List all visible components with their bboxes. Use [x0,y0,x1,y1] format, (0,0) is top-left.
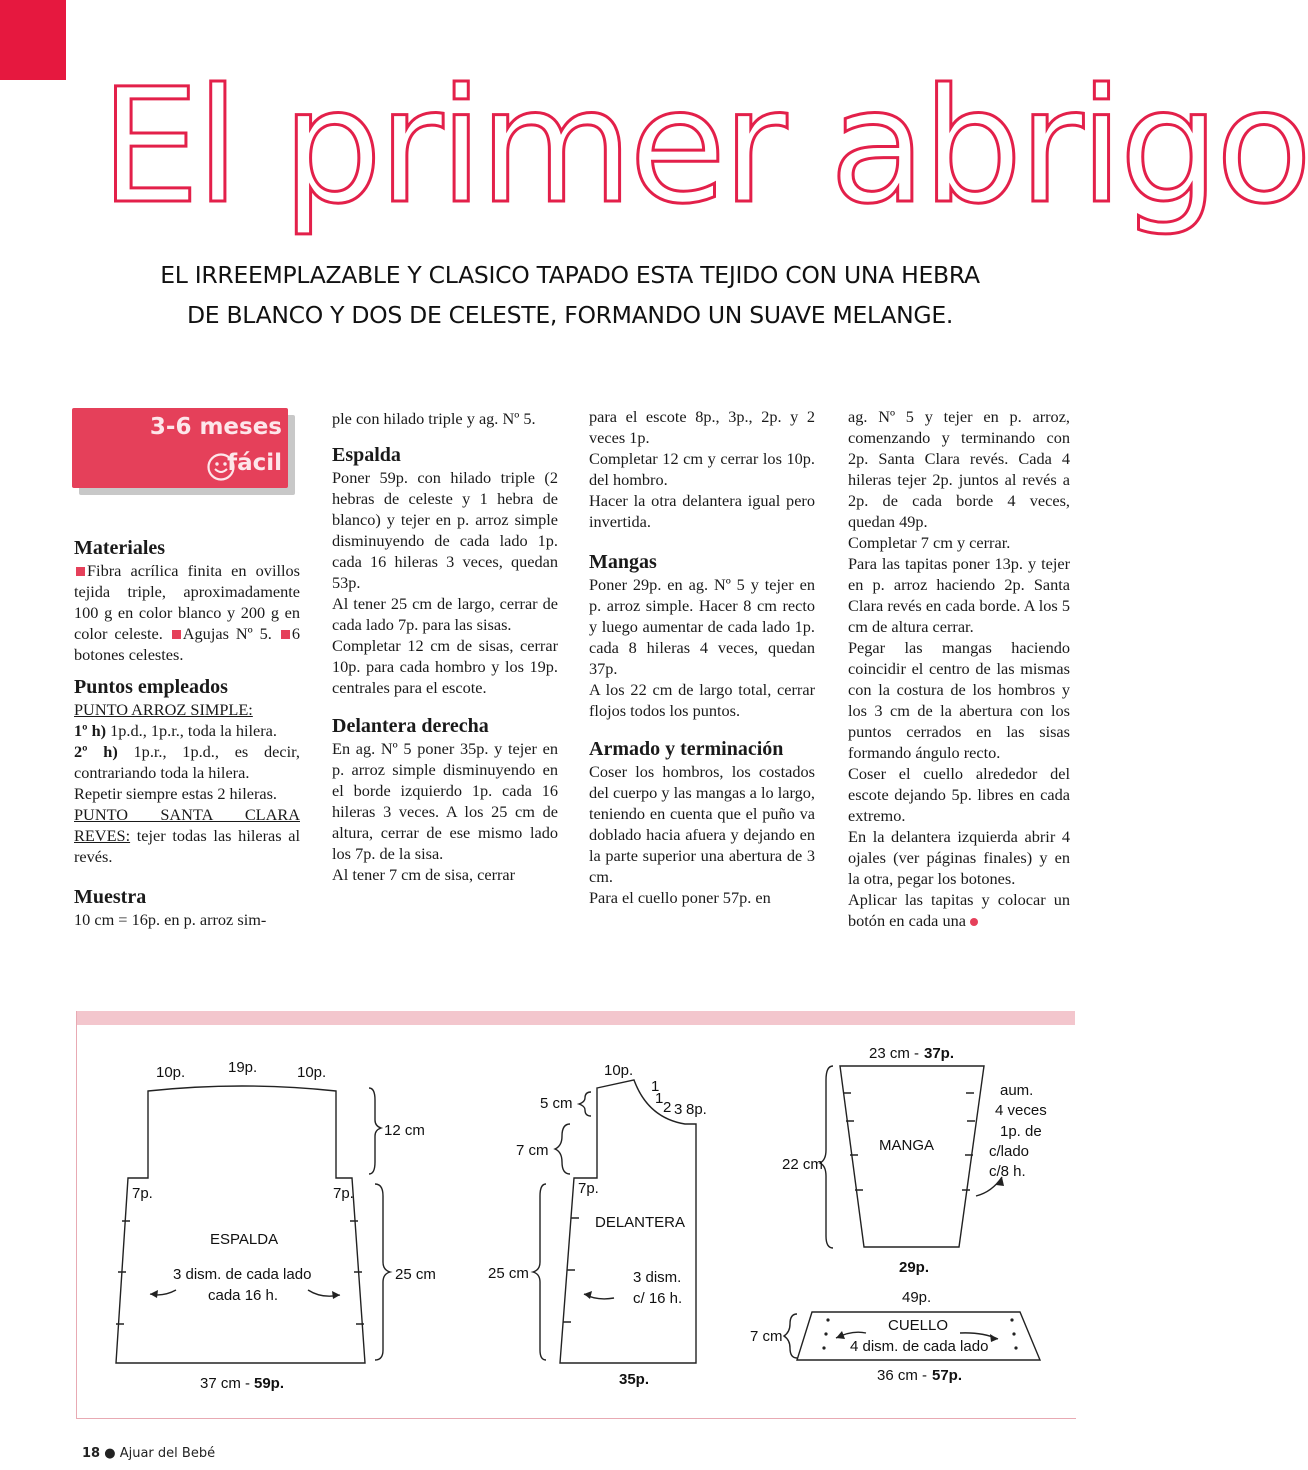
manga-aum-3: 1p. de [1000,1123,1042,1140]
muestra-text: 10 cm = 16p. en p. arroz sim- [74,910,267,929]
delantera-text-2: Al tener 7 cm de sisa, cerrar [332,865,516,884]
espalda-bottom-stitches: 59p. [254,1375,285,1392]
mangas-text-2: A los 22 cm de largo total, cerrar flojos todos los puntos. [589,680,815,720]
delantera-escote-height: 5 cm [540,1095,573,1112]
cuello-dot-icon [1010,1318,1013,1321]
espalda-dism-line-1: 3 dism. de cada lado [173,1266,312,1283]
delantera-text-1: En ag. Nº 5 poner 35p. y tejer en p. arroz simple disminuyendo en el borde izquierdo 1p. cada 16 hileras 3 veces. A los 25 cm de altura, cerrar de ese mismo lado los 7p. de la sisa. [332,739,558,863]
espalda-sisa-height: 12 cm [384,1122,425,1139]
delantera-brace-escote [579,1092,591,1116]
cuello-bottom-stitches: 57p. [932,1367,963,1384]
col4-text-6: En la delantera izquierda abrir 4 ojales (ver páginas finales) y en la otra, pegar los botones. [848,827,1070,888]
espalda-text-1: Poner 59p. con hilado triple (2 hebras de celeste y 1 hebra de blanco) y tejer en p. arroz simple disminuyendo de cada lado 1p. cada 16 hileras 3 veces, quedan 53p. [332,468,558,592]
row-2-label: 2º h) [74,742,118,761]
row-1-text: 1p.d., 1p.r., toda la hilera. [110,721,277,740]
cuello-dot-icon [1014,1346,1017,1349]
row-1-label: 1º h) [74,721,107,740]
heading-espalda: Espalda [332,444,401,466]
espalda-brace-body [375,1184,390,1360]
col4-text-5: Coser el cuello alrededor del escote dejando 5p. libres en cada extremo. [848,764,1070,825]
punto-santa-text: tejer todas las hileras al revés. [74,826,300,866]
heading-puntos: Puntos empleados [74,676,228,698]
espalda-outline [116,1086,365,1363]
manga-outline [840,1066,984,1247]
subtitle-line-1: EL IRREEMPLAZABLE Y CLASICO TAPADO ESTA TEJIDO CON UNA HEBRA [160,261,980,289]
col4-text-3: Para las tapitas poner 13p. y tejer en p. arroz haciendo 2p. Santa Clara revés en cada borde. A los 5 cm de altura cerrar. [848,554,1070,636]
repetir-text: Repetir siempre estas 2 hileras. [74,784,277,803]
cuello-dot-icon [826,1318,829,1321]
espalda-bottom-cm: 37 cm - [200,1375,251,1392]
delantera-arrowhead [584,1291,592,1299]
espalda-text-3: Completar 12 cm de sisas, cerrar 10p. para cada hombro y los 19p. centrales para el escote. [332,636,558,697]
manga-top-stitches: 37p. [924,1045,955,1062]
punto-arroz-label: PUNTO ARROZ SIMPLE: [74,700,253,719]
delantera-top-label: 10p. [604,1062,634,1079]
page-number: 18 [82,1446,101,1461]
cuello-height: 7 cm [750,1328,783,1345]
manga-bottom-stitches: 29p. [899,1259,930,1276]
manga-aum-4: c/lado [989,1143,1030,1160]
publication-name: Ajuar del Bebé [119,1446,216,1461]
delantera-escote-2: 1 [655,1090,664,1107]
espalda-dism-line-2: cada 16 h. [208,1287,279,1304]
delantera-escote-4: 3 [674,1101,683,1118]
delantera-brace-sisa [555,1124,570,1174]
col2-continuation: ple con hilado triple y ag. Nº 5. [332,409,536,428]
col4-text-1: ag. Nº 5 y tejer en p. arroz, comenzando y terminando con 2p. Santa Clara revés. Cada 4 hileras tejer 2p. juntos al revés a 2p. de cada borde 4 veces, quedan 49p. [848,407,1070,531]
row-2-text: 1p.r., 1p.d., es decir, contrariando toda la hilera. [74,742,300,782]
manga-aum-2: 4 veces [995,1102,1047,1119]
cuello-dot-icon [824,1332,827,1335]
manga-name: MANGA [879,1137,935,1154]
manga-aum-5: c/8 h. [989,1163,1026,1180]
espalda-arrowhead-left [150,1290,158,1298]
col3-continuation: para el escote 8p., 3p., 2p. y 2 veces 1p. [589,407,815,447]
col3-text-2: Completar 12 cm y cerrar los 10p. del hombro. [589,449,815,489]
col4-text-7-content: Aplicar las tapitas y colocar un botón en cada una [848,890,1070,930]
cuello-top-stitches: 49p. [902,1289,932,1306]
badge-age: 3-6 meses [149,414,282,440]
heading-delantera: Delantera derecha [332,715,489,737]
col4-text-2: Completar 7 cm y cerrar. [848,533,1011,552]
materiales-item-3: 6 botones celestes. [74,624,300,664]
col3-text-3: Hacer la otra delantera igual pero invertida. [589,491,815,531]
delantera-dism-line-1: 3 dism. [633,1269,682,1286]
delantera-bottom-stitches: 35p. [619,1371,650,1388]
delantera-body-height: 25 cm [488,1265,529,1282]
espalda-top-right-label: 10p. [297,1064,327,1081]
delantera-sisa-label: 7p. [578,1180,599,1197]
espalda-top-left-label: 10p. [156,1064,186,1081]
delantera-sisa-height: 7 cm [516,1142,549,1159]
materiales-item-2: Agujas Nº 5. [182,624,272,643]
materiales-item-1: Fibra acrílica finita en ovillos tejida triple, aproximadamente 100 g en color blanco y 200 g en color celeste. [74,561,300,643]
heading-muestra: Muestra [74,886,147,908]
cuello-brace [784,1314,797,1358]
espalda-sisa-right-label: 7p. [333,1185,354,1202]
espalda-body-height: 25 cm [395,1266,436,1283]
mangas-text-1: Poner 29p. en ag. Nº 5 y tejer en p. arroz simple. Hacer 8 cm recto y luego aumentar de cada lado 1p. cada 8 hileras 4 veces, quedan 37p. [589,575,815,678]
espalda-text-2: Al tener 25 cm de largo, cerrar de cada lado 7p. para las sisas. [332,594,558,634]
badge-difficulty: fácil [227,450,282,476]
espalda-top-center-label: 19p. [228,1059,258,1076]
espalda-sisa-left-label: 7p. [132,1185,153,1202]
heading-materiales: Materiales [74,537,166,559]
cuello-dot-icon [1012,1332,1015,1335]
espalda-arrowhead-right [332,1291,340,1299]
heading-mangas: Mangas [589,551,657,573]
manga-height: 22 cm [782,1156,823,1173]
delantera-dism-line-2: c/ 16 h. [633,1290,683,1307]
heading-armado: Armado y terminación [589,738,784,760]
page-footer [82,1446,215,1461]
punto-santa-label: PUNTO SANTA CLARA REVES: [74,805,300,845]
espalda-name: ESPALDA [210,1231,279,1248]
footer-bullet-icon: ● [104,1446,116,1461]
manga-top-cm: 23 cm - [869,1045,920,1062]
espalda-brace-sisa [369,1088,381,1174]
cuello-name: CUELLO [888,1317,949,1334]
cuello-dism: 4 dism. de cada lado [850,1338,989,1355]
cuello-bottom-cm: 36 cm - [877,1367,928,1384]
page-title: El primer abrigo [100,55,1308,239]
delantera-ticks [563,1218,579,1322]
delantera-brace-body [533,1184,546,1360]
cuello-dot-icon [822,1346,825,1349]
col4-text-4: Pegar las mangas haciendo coincidir el centro de las mismas con la costura de los hombros y los 3 cm de la abertura con los puntos cerrados en las sisas formando ángulo recto. [848,638,1070,762]
armado-text-1: Coser los hombros, los costados del cuerpo y las mangas a lo largo, teniendo en cuenta que el puño va doblado hacia afuera y dejando en la parte superior una abertura de 3 cm. [589,762,815,886]
manga-aum-1: aum. [1000,1082,1034,1099]
delantera-escote-1: 1 [651,1078,660,1095]
delantera-escote-3: 2 [663,1099,672,1116]
subtitle-line-2: DE BLANCO Y DOS DE CELESTE, FORMANDO UN SUAVE MELANGE. [186,301,954,329]
delantera-escote-5: 8p. [686,1101,707,1118]
armado-text-2: Para el cuello poner 57p. en [589,888,771,907]
delantera-name: DELANTERA [595,1214,686,1231]
